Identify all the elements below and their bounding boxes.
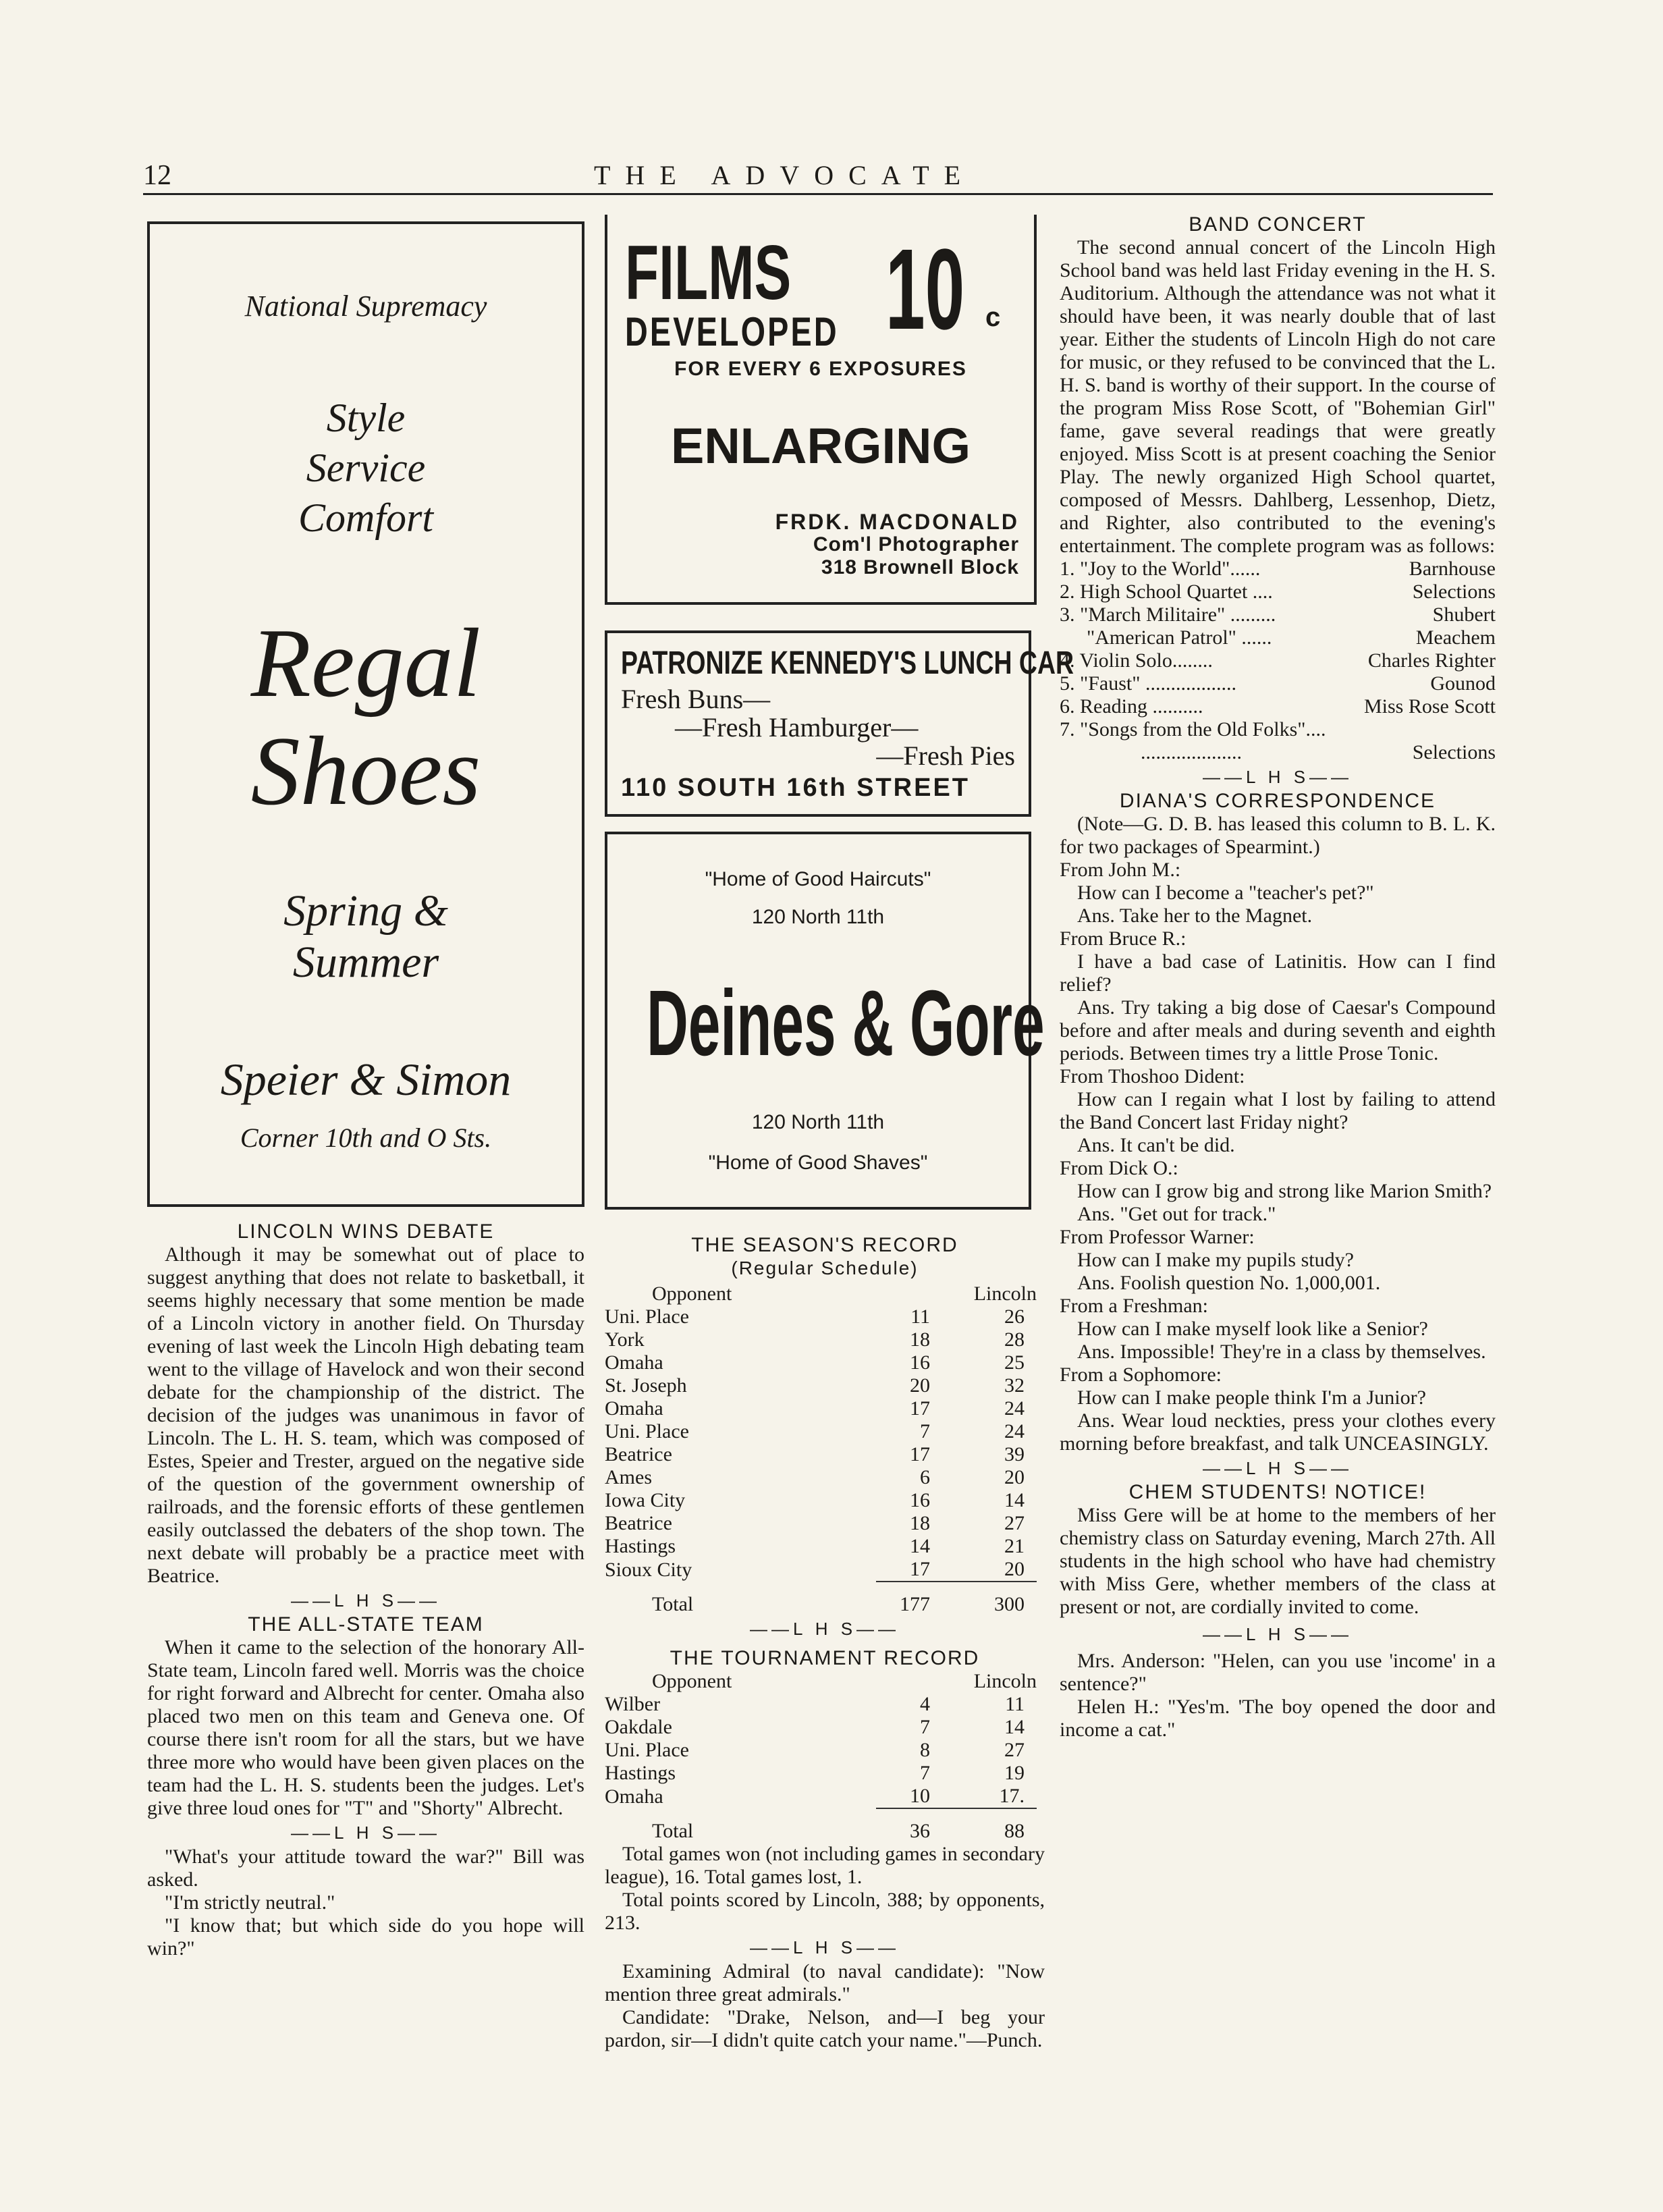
record-opponent-score: 7	[920, 1420, 930, 1442]
feature-comfort: Comfort	[298, 495, 434, 540]
enlarging-word: ENLARGING	[671, 418, 971, 474]
season-total-label: Total	[652, 1592, 694, 1615]
address-top: 120 North 11th	[751, 906, 885, 928]
program-piece: 5. "Faust" ..................	[1060, 672, 1237, 695]
record-lincoln-score: 25	[1004, 1351, 1025, 1374]
diana-entry: I have a bad case of Latinitis. How can I find relief?	[1060, 950, 1496, 996]
col-lincoln-header: Lincoln	[973, 1283, 1037, 1305]
tournament-total-opp: 36	[876, 1808, 971, 1843]
record-row	[605, 1739, 1037, 1762]
program-piece: "American Patrol" ......	[1087, 626, 1272, 649]
record-opponent-score: 7	[920, 1716, 930, 1738]
diana-entry: (Note—G. D. B. has leased this column to B. L. K. for two packages of Spearmint.)	[1060, 813, 1496, 858]
program-piece: 1. "Joy to the World"......	[1060, 558, 1261, 580]
war-joke-line3: "I know that; but which side do you hope will win?"	[147, 1914, 584, 1960]
record-lincoln-score: 20	[1004, 1466, 1025, 1488]
tournament-record-heading: THE TOURNAMENT RECORD	[670, 1647, 980, 1669]
ad-store: Speier & Simon	[220, 1054, 512, 1105]
brand-shoes: Shoes	[250, 716, 481, 826]
program-item	[1060, 603, 1496, 626]
ad-season	[150, 886, 582, 988]
cents: c	[985, 302, 1001, 332]
diana-entry: Ans. Try taking a big dose of Caesar's Compound before and after meals and during seventh and eighth periods. Between times try a little Prose Tonic.	[1060, 996, 1496, 1064]
lhs-separator: ——L H S——	[749, 1619, 900, 1639]
diana-from: From John M.:	[1060, 859, 1181, 881]
record-team: York	[605, 1328, 645, 1351]
program-performer: Barnhouse	[1409, 558, 1496, 580]
record-lincoln-score: 21	[1004, 1535, 1025, 1557]
program-item	[1060, 695, 1496, 718]
diana-correspondence	[1060, 813, 1496, 1455]
record-opponent-score: 14	[910, 1535, 930, 1557]
photographer-title: Com'l Photographer	[813, 533, 1019, 556]
debate-body: Although it may be somewhat out of place to suggest anything that does not relate to basketball, it seems highly necessary that some mention be made of a Lincoln victory in another field. On Thursday evening of last week the Lincoln High debating team went to the village of Havelock and won their second debate for the championship of the district. The decision of the judges was unanimous in favor of Lincoln. The L. H. S. team, which was composed of Estes, Speier and Trester, argued on the negative side of the question of the government ownership of railroads, and the forensic efforts of these gentlemen easily outclassed the debaters of the shop town. The next debate will probably be a practice meet with Beatrice.	[147, 1243, 584, 1587]
record-row	[605, 1512, 1037, 1535]
record-lincoln-score: 28	[1004, 1328, 1025, 1351]
diana-from: From Bruce R.:	[1060, 927, 1187, 950]
record-opponent-score: 18	[910, 1512, 930, 1534]
record-team: Oakdale	[605, 1716, 672, 1738]
record-lincoln-score: 11	[1005, 1693, 1025, 1715]
band-concert-heading: BAND CONCERT	[1189, 213, 1367, 236]
ad-tagline: National Supremacy	[244, 290, 487, 323]
record-row	[605, 1466, 1037, 1489]
record-team: Beatrice	[605, 1443, 672, 1465]
record-team: Wilber	[605, 1693, 661, 1715]
lhs-separator: ——L H S——	[749, 1937, 900, 1958]
left-column	[147, 1220, 584, 1960]
admiral-joke-line1: Examining Admiral (to naval candidate): "Now mention three great admirals."	[605, 1960, 1045, 2005]
films-ad	[605, 215, 1037, 605]
address-bottom: 120 North 11th	[751, 1111, 885, 1133]
record-team: Omaha	[605, 1351, 663, 1374]
program-item	[1060, 741, 1496, 764]
record-lincoln-score: 26	[1004, 1305, 1025, 1328]
col-lincoln-header: Lincoln	[973, 1670, 1037, 1692]
diana-from: From Professor Warner:	[1060, 1226, 1255, 1248]
ad-features	[150, 393, 582, 543]
record-opponent-score: 17	[910, 1443, 930, 1465]
slogan-shaves: "Home of Good Shaves"	[708, 1152, 928, 1174]
record-lincoln-score: 27	[1004, 1512, 1025, 1534]
diana-heading: DIANA'S CORRESPONDENCE	[1119, 790, 1436, 812]
war-joke-line2: "I'm strictly neutral."	[165, 1891, 335, 1914]
record-row	[605, 1558, 1037, 1582]
tournament-note-points: Total points scored by Lincoln, 388; by opponents, 213.	[605, 1889, 1045, 1934]
deines-gore-ad	[605, 832, 1045, 1210]
tournament-record-table	[605, 1670, 1037, 1843]
record-row	[605, 1489, 1037, 1512]
chem-body: Miss Gere will be at home to the members of her chemistry class on Saturday evening, March 27th. All students in the high school who have had chemistry with Miss Gere, whether members of the class at present or not, are cordially invited to come.	[1060, 1504, 1496, 1618]
record-row	[605, 1397, 1037, 1420]
record-row	[605, 1762, 1037, 1785]
program-performer: Gounod	[1430, 672, 1496, 695]
record-opponent-score: 6	[920, 1466, 930, 1488]
record-opponent-score: 7	[920, 1762, 930, 1784]
season-line2: Summer	[292, 938, 439, 987]
debate-heading: LINCOLN WINS DEBATE	[237, 1220, 495, 1243]
season-line1: Spring &	[283, 886, 448, 936]
program-performer: Selections	[1412, 581, 1496, 603]
record-row	[605, 1785, 1037, 1808]
developed-word: DEVELOPED	[625, 309, 839, 354]
kennedy-item-hamburger: —Fresh Hamburger—	[675, 712, 919, 743]
photographer-address: 318 Brownell Block	[821, 556, 1019, 578]
program-item	[1060, 558, 1496, 581]
record-lincoln-score: 39	[1004, 1443, 1025, 1465]
record-row	[605, 1693, 1037, 1716]
chem-heading: CHEM STUDENTS! NOTICE!	[1128, 1481, 1427, 1503]
program-piece: 3. "March Militaire" .........	[1060, 603, 1276, 626]
program-performer: Selections	[1412, 741, 1496, 763]
page-number: 12	[143, 160, 171, 191]
program-piece: 2. High School Quartet ....	[1060, 581, 1273, 603]
diana-from: From a Sophomore:	[1060, 1364, 1222, 1386]
diana-from: From Thoshoo Dident:	[1060, 1065, 1245, 1087]
program-performer: Charles Righter	[1367, 649, 1496, 672]
diana-from: From a Freshman:	[1060, 1295, 1208, 1317]
record-team: St. Joseph	[605, 1374, 687, 1397]
record-team: Uni. Place	[605, 1420, 689, 1442]
program-item	[1060, 649, 1496, 672]
record-row	[605, 1305, 1037, 1328]
record-row	[605, 1351, 1037, 1374]
diana-entry: How can I grow big and strong like Marion Smith?	[1077, 1180, 1492, 1202]
diana-entry: Ans. Foolish question No. 1,000,001.	[1077, 1272, 1381, 1294]
program-item	[1060, 718, 1496, 741]
record-team: Omaha	[605, 1785, 663, 1808]
program-item	[1060, 581, 1496, 603]
diana-entry: How can I make my pupils study?	[1077, 1249, 1354, 1271]
exposures-line: FOR EVERY 6 EXPOSURES	[674, 358, 967, 380]
ad-brand	[150, 609, 582, 825]
program-piece: 4. Violin Solo........	[1060, 649, 1213, 672]
program-item	[1060, 626, 1496, 649]
lhs-separator: ——L H S——	[290, 1590, 441, 1611]
program-piece: ....................	[1141, 741, 1242, 763]
program-piece: 6. Reading ..........	[1060, 695, 1203, 718]
season-total-lincoln: 300	[971, 1582, 1037, 1616]
publication-title: THE ADVOCATE	[594, 160, 976, 190]
tournament-total-lincoln: 88	[971, 1808, 1037, 1843]
record-lincoln-score: 27	[1004, 1739, 1025, 1761]
kennedy-address: 110 SOUTH 16th STREET	[621, 774, 971, 802]
diana-entry: Ans. Wear loud neckties, press your clothes every morning before breakfast, and talk UNCEASINGLY.	[1060, 1409, 1496, 1455]
barber-name: Deines & Gore	[647, 971, 1045, 1075]
kennedy-lunch-car-ad	[605, 630, 1074, 817]
program-item	[1060, 672, 1496, 695]
season-record-subtitle: (Regular Schedule)	[731, 1258, 919, 1278]
price: 10	[885, 225, 965, 354]
col-opponent-header: Opponent	[652, 1283, 732, 1305]
record-opponent-score: 20	[910, 1374, 930, 1397]
record-team: Omaha	[605, 1397, 663, 1420]
diana-entry: Ans. "Get out for track."	[1077, 1203, 1276, 1225]
record-row	[605, 1420, 1037, 1443]
brand-regal: Regal	[250, 608, 481, 718]
regal-shoes-ad	[147, 221, 584, 1207]
record-opponent-score: 17	[910, 1397, 930, 1420]
admiral-joke-line2: Candidate: "Drake, Nelson, and—I beg your pardon, sir—I didn't quite catch your name."—Punch.	[605, 2006, 1045, 2051]
diana-entry: How can I make myself look like a Senior?	[1077, 1318, 1428, 1340]
season-total-opp: 177	[876, 1582, 971, 1616]
record-lincoln-score: 20	[1004, 1558, 1025, 1580]
right-column	[1060, 213, 1496, 1742]
record-row	[605, 1443, 1037, 1466]
record-opponent-score: 11	[910, 1305, 930, 1328]
middle-column	[605, 1234, 1045, 2052]
program-piece: 7. "Songs from the Old Folks"....	[1060, 718, 1326, 740]
record-row	[605, 1374, 1037, 1397]
record-opponent-score: 8	[920, 1739, 930, 1761]
diana-entry: How can I become a "teacher's pet?"	[1077, 882, 1374, 904]
kennedy-item-buns: Fresh Buns—	[621, 684, 771, 714]
diana-entry: How can I regain what I lost by failing to attend the Band Concert last Friday night?	[1060, 1088, 1496, 1133]
kennedy-headline: PATRONIZE KENNEDY'S LUNCH CAR	[621, 645, 1074, 681]
record-team: Hastings	[605, 1762, 676, 1784]
record-lincoln-score: 19	[1004, 1762, 1025, 1784]
program-performer: Meachem	[1415, 626, 1496, 649]
record-team: Uni. Place	[605, 1305, 689, 1328]
record-opponent-score: 17	[910, 1558, 930, 1580]
record-team: Ames	[605, 1466, 652, 1488]
record-opponent-score: 10	[910, 1785, 930, 1807]
concert-program	[1060, 558, 1496, 764]
diana-entry: How can I make people think I'm a Junior?	[1077, 1386, 1426, 1409]
record-row	[605, 1328, 1037, 1351]
tournament-total-label: Total	[652, 1819, 694, 1842]
record-team: Hastings	[605, 1535, 676, 1557]
war-joke-line1: "What's your attitude toward the war?" Bill was asked.	[147, 1845, 584, 1891]
tournament-note-games: Total games won (not including games in secondary league), 16. Total games lost, 1.	[605, 1843, 1045, 1888]
record-lincoln-score: 24	[1004, 1420, 1025, 1442]
diana-entry: Ans. Take her to the Magnet.	[1077, 905, 1313, 927]
lhs-separator: ——L H S——	[1202, 1624, 1353, 1644]
allstate-heading: THE ALL-STATE TEAM	[248, 1613, 484, 1636]
header-rule	[143, 193, 1493, 195]
record-lincoln-score: 14	[1004, 1489, 1025, 1511]
lhs-separator: ——L H S——	[1202, 767, 1353, 787]
diana-entry: Ans. Impossible! They're in a class by themselves.	[1077, 1341, 1486, 1363]
program-performer: Miss Rose Scott	[1363, 695, 1496, 718]
feature-service: Service	[306, 446, 426, 490]
col-opponent-header: Opponent	[652, 1670, 732, 1692]
films-word: FILMS	[625, 230, 792, 316]
diana-entry: Ans. It can't be did.	[1077, 1134, 1235, 1156]
record-lincoln-score: 24	[1004, 1397, 1025, 1420]
income-joke-line2: Helen H.: "Yes'm. 'The boy opened the door and income a cat."	[1060, 1696, 1496, 1741]
record-opponent-score: 16	[910, 1489, 930, 1511]
record-opponent-score: 18	[910, 1328, 930, 1351]
program-performer: Shubert	[1432, 603, 1496, 626]
slogan-haircuts: "Home of Good Haircuts"	[705, 868, 931, 890]
record-team: Sioux City	[605, 1558, 692, 1581]
allstate-body: When it came to the selection of the honorary All-State team, Lincoln fared well. Morris was the choice for right forward and Albrecht for center. Omaha also placed two men on this team and Geneva one. Of course there isn't room for all the stars, but we have three more who would have been given places on the team had the L. H. S. students been the judges. Let's give three loud ones for "T" and "Shorty" Albrecht.	[147, 1636, 584, 1819]
income-joke-line1: Mrs. Anderson: "Helen, can you use 'income' in a sentence?"	[1060, 1650, 1496, 1695]
season-record-heading: THE SEASON'S RECORD	[691, 1234, 958, 1256]
record-team: Uni. Place	[605, 1739, 689, 1761]
lhs-separator: ——L H S——	[1202, 1458, 1353, 1478]
diana-from: From Dick O.:	[1060, 1157, 1178, 1179]
record-team: Beatrice	[605, 1512, 672, 1534]
lhs-separator: ——L H S——	[290, 1823, 441, 1843]
record-opponent-score: 4	[920, 1693, 930, 1715]
ad-address: Corner 10th and O Sts.	[240, 1123, 492, 1153]
photographer-info	[775, 510, 1019, 579]
record-opponent-score: 16	[910, 1351, 930, 1374]
record-lincoln-score: 14	[1004, 1716, 1025, 1738]
record-row	[605, 1716, 1037, 1739]
season-record-table	[605, 1283, 1037, 1616]
record-lincoln-score: 32	[1004, 1374, 1025, 1397]
record-row	[605, 1535, 1037, 1558]
photographer-name: FRDK. MACDONALD	[775, 510, 1019, 534]
feature-style: Style	[326, 396, 406, 440]
band-concert-body: The second annual concert of the Lincoln High School band was held last Friday evening in the H. S. Auditorium. Although the attendance was not what it should have been, it was nearly double that of last year. Either the students of Lincoln High do not care for music, or they refused to be convinced that the L. H. S. band is worthy of their support. In the course of the program Miss Rose Scott, of "Bohemian Girl" fame, gave several readings that were greatly enjoyed. Miss Scott is at present coaching the Senior Play. The newly organized High School quartet, composed of Messrs. Dahlberg, Lessenhop, Dietz, and Righter, also contributed to the evening's entertainment. The complete program was as follows:	[1060, 236, 1496, 557]
kennedy-item-pies: —Fresh Pies	[876, 740, 1015, 771]
record-lincoln-score: 17.	[999, 1785, 1025, 1807]
record-team: Iowa City	[605, 1489, 686, 1511]
